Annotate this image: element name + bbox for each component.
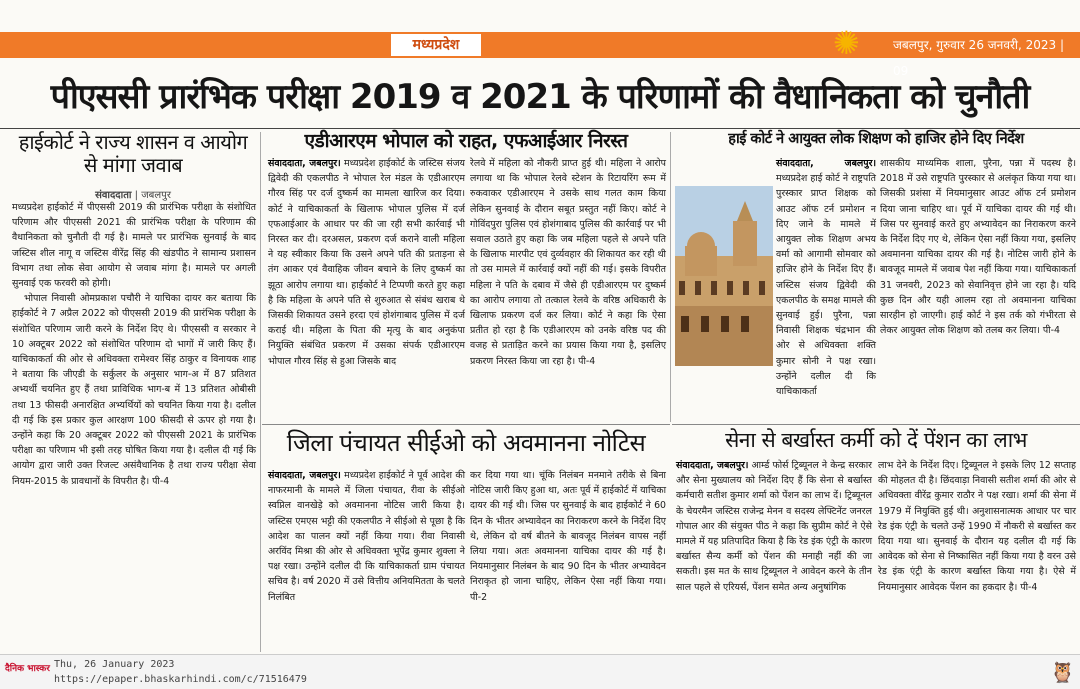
story1-text: मध्यप्रदेश हाईकोर्ट में पीएससी 2019 की प्रारंभिक परीक्षा के संशोधित परिणाम और पीएससी 2021 की प्रारंभिक परीक्षा के परिणाम की वैधानिकता को चुनौती दी गई है। मामले पर प्रारंभिक सुनवाई के बाद जस्टिस शील नागू व जस्टिस वीरेंद्र सिंह की खंडपीठ ने सामान्य प्रशासन विभाग तथा लोक सेवा आयोग से जवाब मांगा है। मामले पर अगली सुनवाई एक फरवरी को होगी। भोपाल निवासी ओमप्रकाश पचौरी ने याचिका दायर कर बताया कि हाईकोर्ट ने 7 अप्रैल 2022 को पीएससी 2019 की प्रारंभिक परीक्षा के संशोधित परिणाम जारी करने के निर्देश दिए थे। पीएससी व सरकार ने 10 अक्टूबर 2022 को संशोधित परिणाम दो भागों में जारी किए हैं। याचिकाकर्ता की ओर से अधिवक्ता रामेश्वर सिंह ठाकुर व विनायक शाह ने बताया कि जीएडी के सर्कुलर के अनुसार भाग-अ में 87 प्रतिशत अभ्यर्थी चयनित हुए हैं तथा प्राविधिक भाग-ब में 13 प्रतिशत ओबीसी तथा 13 फीसदी अनारक्षित अभ्यर्थियों को चयनित किया गया है। दलील दी गई कि इस प्रकार कुल आरक्षण 100 फीसदी से ऊपर हो गया है। उन्होंने कहा कि 20 अक्टूबर 2022 को पीएससी 2021 के प्रारंभिक परीक्षा का परिणाम भी इसी तरह घोषित किया गया है। दलील दी गई कि आयोग द्वारा जारी उक्त रिजल्ट असंवैधानिक है तथा राज्य परीक्षा सेवा नियम-2015 के प्रावधानों के विपरीत है। पी-4 [12,202,256,487]
footer-date: Thu, 26 January 2023 [54,659,175,670]
story2-text-col1: संवाददाता, जबलपुर। मध्यप्रदेश हाईकोर्ट के जस्टिस संजय द्विवेदी की एकलपीठ ने भोपाल रेल मंडल के एडीआरएम गौरव सिंह पर दर्ज दुष्कर्म का मामला खारिज कर दिया। कोर्ट ने याचिकाकर्ता के खिलाफ भोपाल पुलिस में दर्ज एफआईआर के आधार पर की जा रही सभी कार्रवाई भी निरस्त कर दी। दरअसल, प्रकरण दर्ज कराने वाली महिला ने यह स्वीकार किया कि उसने अपने पति की प्रताड़ना से तंग आकर एवं वैवाहिक जीवन बचाने के लिए दुष्कर्म का झूठा आरोप लगाया था। हाईकोर्ट ने टिप्पणी करते हुए कहा है कि महिला के अपने पति से शुरुआत से संबंध खराब थे जिसकी शिकायत उसने हरदा एवं होशंगाबाद पुलिस में दर्ज कराई थी। महिला के पिता की मृत्यु के बाद अनुकंपा नियुक्ति संबंधित प्रकरण में उसका संपर्क एडीआरएम भोपाल गौरव सिंह से हुआ जिसके बाद [268,158,465,367]
bhaskar-logo: दैनिक भास्कर [5,664,50,674]
story4-text-col2: कर दिया गया था। चूंकि निलंबन मनमाने तरीके से बिना नोटिस जारी किए हुआ था, अतः पूर्व में हाईकोर्ट में याचिका दायर की गई थी। जिस पर सुनवाई के बाद हाईकोर्ट ने 60 दिन के भीतर अभ्यावेदन का निराकरण करने के निर्देश दिए थे, लेकिन दो वर्ष बीतने के बावजूद निलंबन वापस नहीं लिया गया। अतः अवमानना याचिका दायर की गई है। नियमानुसार निलंबन के बाद 90 दिन के भीतर अभ्यावेदन निराकृत हो जाना चाहिए, लेकिन ऐसा नहीं किया गया। पी-2 [470,470,666,603]
date-page: जबलपुर, गुरुवार 26 जनवरी, 2023 | 09 [893,38,1065,78]
story1-byline: संवाददाता | जबलपुर [95,190,171,201]
owl-icon[interactable]: 🦉 [1050,660,1075,684]
story2-title: एडीआरएम भोपाल को राहत, एफआईआर निरस्त [304,130,628,152]
story3-text-col2: शासकीय माध्यमिक शाला, पुरैना, पन्ना में पदस्थ है। 2018 में उसे राष्ट्रपति पुरस्कार से अलंकृत किया गया था। जिसकी प्रशंसा में नियमानुसार आउट ऑफ टर्न प्रमोशन दिया जाना चाहिए था। पूर्व में याचिका दायर की गई थी। जिस पर सुनवाई करते हुए अभ्यावेदन का निराकरण करने के निर्देश दिए गए थे, लेकिन ऐसा नहीं किया गया, इसलिए अवमानना याचिका दायर की गई है। नोटिस जारी होने के बावजूद मामले में जवाब पेश नहीं किया गया। याचिकाकर्ता 31 जनवरी, 2023 को सेवानिवृत्त होने जा रहा है। यदि कुछ दिन और यही आलम रहा तो अवमानना याचिका सारहीन हो जाएगी। हाई कोर्ट ने इस तर्क को गंभीरता से लेकर आयुक्त लोक शिक्षण को तलब कर लिया। पी-4 [880,158,1076,337]
main-headline: पीएससी प्रारंभिक परीक्षा 2019 व 2021 के परिणामों की वैधानिकता को चुनौती [50,77,1030,117]
footer-url[interactable]: https://epaper.bhaskarhindi.com/c/71516479 [54,674,307,685]
story5-title: सेना से बर्खास्त कर्मी को दें पेंशन का लाभ [725,428,1027,452]
story3-text-col1: संवाददाता, जबलपुर। मध्यप्रदेश हाई कोर्ट ने राष्ट्रपति पुरस्कार प्राप्त शिक्षक को आउट ऑफ टर्न प्रमोशन न दिए जाने के मामले में आयुक्त लोक शिक्षण अभय वर्मा को आगामी सोमवार को हाजिर होने के निर्देश दिए हैं। जस्टिस संजय द्विवेदी की एकलपीठ के समक्ष मामले की सुनवाई हुई। पुरैना, पन्ना निवासी शिक्षक चंद्रभान की ओर से अधिवक्ता शक्ति कुमार सोनी ने पक्ष रखा। उन्होंने दलील दी कि याचिकाकर्ता [776,158,876,398]
story5-text-col2: लाभ देने के निर्देश दिए। ट्रिब्यूनल ने इसके लिए 12 सप्ताह की मोहलत दी है। छिंदवाड़ा निवासी सतीश शर्मा की ओर से अधिवक्ता वीरेंद्र कुमार राठौर ने पक्ष रखा। शर्मा की सेना में 1979 में नियुक्ति हुई थी। अनुशासनात्मक आधार पर चार रेड इंक एंट्री के चलते उन्हें 1990 में नौकरी से बर्खास्त कर दिया गया था। सुनवाई के दौरान यह दलील दी गई कि आवेदक को सेना से निष्कासित नहीं किया गया है वरन उसे रेड इंक एंट्री के कारण बर्खास्त किया गया है। ऐसे में नियमानुसार आवेदक पेंशन का हकदार है। पी-4 [878,460,1076,593]
story1-title: हाईकोर्ट ने राज्य शासन व आयोग से मांगा जवाब [18,130,248,177]
story3-title: हाई कोर्ट ने आयुक्त लोक शिक्षण को हाजिर होने दिए निर्देश [728,131,1024,147]
story4-title: जिला पंचायत सीईओ को अवमानना नोटिस [286,429,646,457]
high-court-photo [675,186,773,366]
story2-text-col2: रेलवे में महिला को नौकरी प्राप्त हुई थी। महिला ने आरोप लगाया था कि भोपाल रेलवे स्टेशन के रिटायरिंग रूम में रुकवाकर एडीआरएम ने उसके साथ गलत काम किया लेकिन सुनवाई के दौरान सबूत प्रस्तुत नहीं किए। कोर्ट ने गोविंदपुरा पुलिस एवं होशंगाबाद पुलिस की कार्रवाई पर भी सवाल उठाते हुए कहा कि जब महिला पहले से अपने पति के खिलाफ मारपीट एवं दुर्व्यवहार की शिकायत कर रही थी तो उस मामले में कार्रवाई क्यों नहीं की गई। इसके विपरीत महिला ने पति के दबाव में जैसे ही एडीआरएम पर दुष्कर्म का आरोप लगाया तो तत्काल रेलवे के वरिष्ठ अधिकारी के खिलाफ प्रकरण दर्ज कर लिया। कोर्ट ने कहा कि ऐसा प्रतीत हो रहा है कि एडीआरएम को उनके वरिष्ठ पद की वजह से प्रताड़ित करने का प्रयास किया गया है, इसलिए प्रकरण निरस्त किया जा रहा है। पी-4 [470,158,666,367]
court-building-image [675,186,773,366]
story5-text-col1: संवाददाता, जबलपुर। आर्म्ड फोर्स ट्रिब्यूनल ने केन्द्र सरकार और सेना मुख्यालय को निर्देश दिए हैं कि सेना से बर्खास्त कर्मचारी सतीश कुमार शर्मा को पेंशन का लाभ दें। ट्रिब्यूनल के चेयरमैन जस्टिस राजेन्द्र मेनन व सदस्य लेफ्टिनेंट जनरल गोपाल आर की संयुक्त पीठ ने कहा कि सुप्रीम कोर्ट ने ऐसे मामले में यह प्रतिपादित किया है कि रेड इंक एंट्री के कारण बर्खास्त सैन्य कर्मी को पेंशन की मनाही नहीं की जा सकती। इस मत के साथ ट्रिब्यूनल ने आवेदन करने के तीन साल पहले से एरियर्स, पेंशन समेत अन्य अनुषांगिक [676,460,872,593]
flower-icon: ✺ [833,24,860,62]
story4-text-col1: संवाददाता, जबलपुर। मध्यप्रदेश हाईकोर्ट ने पूर्व आदेश की नाफरमानी के मामले में जिला पंचायत, रीवा के सीईओ स्वप्निल वानखेड़े को अवमानना नोटिस जारी किया है। जस्टिस एमएस भट्टी की एकलपीठ ने सीईओ से पूछा है कि आदेश का पालन क्यों नहीं किया गया। रीवा निवासी अरविंद मिश्रा की ओर से अधिवक्ता भूपेंद्र कुमार शुक्ला ने पक्ष रखा। उन्होंने दलील दी कि याचिकाकर्ता ग्राम पंचायत सचिव है। वर्ष 2020 में उसे वित्तीय अनियमितता के चलते निलंबित [268,470,465,603]
section-header-bar [0,24,1080,78]
section-label: मध्यप्रदेश [389,32,483,58]
viewer-footer [0,654,1080,689]
